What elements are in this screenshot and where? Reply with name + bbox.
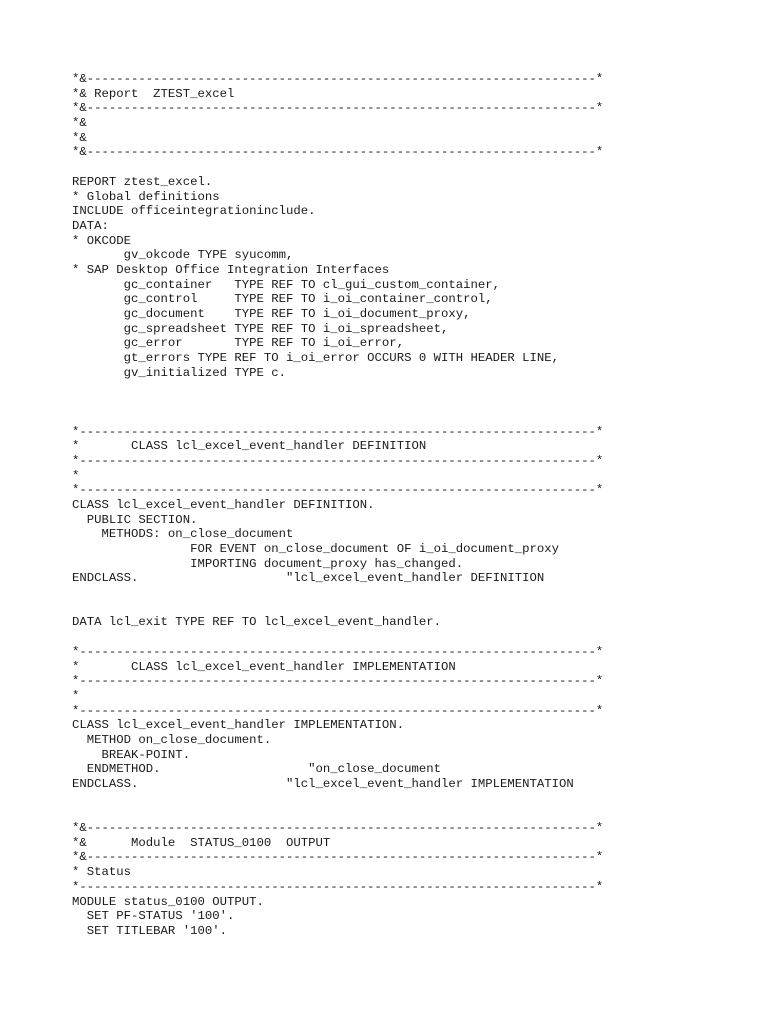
code-line: * CLASS lcl_excel_event_handler DEFINITION: [72, 439, 427, 454]
code-line: [72, 806, 752, 821]
code-line: * OKCODE: [72, 233, 132, 248]
code-line: *&---------------------------------------------------------------------*: [72, 821, 604, 836]
code-line: *----------------------------------------------------------------------*: [72, 703, 604, 718]
code-line: *&---------------------------------------------------------------------*: [72, 850, 604, 865]
code-line: gv_initialized TYPE c.: [72, 365, 287, 380]
code-line: *: [72, 688, 80, 703]
code-line: METHODS: on_close_document: [72, 527, 294, 542]
code-line: [72, 410, 752, 425]
code-line: DATA lcl_exit TYPE REF TO lcl_excel_event_handler.: [72, 615, 441, 630]
code-line: *&---------------------------------------------------------------------*: [72, 72, 604, 86]
code-line: METHOD on_close_document.: [72, 732, 272, 747]
abap-source-listing: [72, 72, 752, 939]
code-line: DATA:: [72, 218, 109, 233]
code-line: *----------------------------------------------------------------------*: [72, 879, 604, 894]
code-line: gv_okcode TYPE syucomm,: [72, 248, 294, 263]
code-line: gc_document TYPE REF TO i_oi_document_proxy,: [72, 307, 471, 321]
code-line: MODULE status_0100 OUTPUT.: [72, 894, 264, 909]
code-line: *&: [72, 116, 87, 131]
code-line: gc_control TYPE REF TO i_oi_container_control,: [72, 292, 493, 307]
code-line: *&---------------------------------------------------------------------*: [72, 101, 604, 116]
code-line: SET PF-STATUS '100'.: [72, 909, 235, 924]
code-line: *----------------------------------------------------------------------*: [72, 453, 604, 468]
code-line: CLASS lcl_excel_event_handler IMPLEMENTATION.: [72, 718, 405, 733]
code-line: *: [72, 468, 80, 483]
code-line: [72, 586, 752, 601]
code-line: INCLUDE officeintegrationinclude.: [72, 204, 316, 219]
code-line: ENDCLASS. "lcl_excel_event_handler IMPLEMENTATION: [72, 777, 574, 791]
code-line: *&: [72, 130, 87, 145]
code-line: *----------------------------------------------------------------------*: [72, 644, 604, 659]
code-line: [72, 792, 752, 807]
code-line: PUBLIC SECTION.: [72, 512, 198, 527]
code-line: gt_errors TYPE REF TO i_oi_error OCCURS 0 WITH HEADER LINE,: [72, 351, 560, 366]
code-line: [72, 601, 752, 616]
code-line: [72, 395, 752, 410]
code-line: [72, 160, 752, 175]
code-line: ENDMETHOD. "on_close_document: [72, 762, 441, 777]
code-line: * Global definitions: [72, 189, 220, 204]
code-line: SET TITLEBAR '100'.: [72, 923, 227, 938]
code-line: REPORT ztest_excel.: [72, 174, 213, 189]
code-line: gc_spreadsheet TYPE REF TO i_oi_spreadsheet,: [72, 321, 449, 336]
code-line: *----------------------------------------------------------------------*: [72, 674, 604, 689]
code-line: * SAP Desktop Office Integration Interfaces: [72, 262, 390, 277]
code-line: IMPORTING document_proxy has_changed.: [72, 556, 464, 571]
code-line: *& Report ZTEST_excel: [72, 86, 235, 101]
code-line: *& Module STATUS_0100 OUTPUT: [72, 835, 331, 850]
code-line: CLASS lcl_excel_event_handler DEFINITION.: [72, 497, 375, 512]
code-line: BREAK-POINT.: [72, 747, 191, 762]
code-line: [72, 380, 752, 395]
code-line: ENDCLASS. "lcl_excel_event_handler DEFINITION: [72, 571, 545, 586]
code-line: *----------------------------------------------------------------------*: [72, 424, 604, 439]
code-line: FOR EVENT on_close_document OF i_oi_document_proxy: [72, 542, 560, 556]
code-line: *----------------------------------------------------------------------*: [72, 483, 604, 498]
code-line: [72, 630, 752, 645]
code-line: gc_container TYPE REF TO cl_gui_custom_container,: [72, 277, 501, 292]
code-line: gc_error TYPE REF TO i_oi_error,: [72, 336, 405, 351]
code-line: * Status: [72, 865, 132, 880]
code-line: *&---------------------------------------------------------------------*: [72, 145, 604, 160]
code-line: * CLASS lcl_excel_event_handler IMPLEMENTATION: [72, 659, 456, 674]
